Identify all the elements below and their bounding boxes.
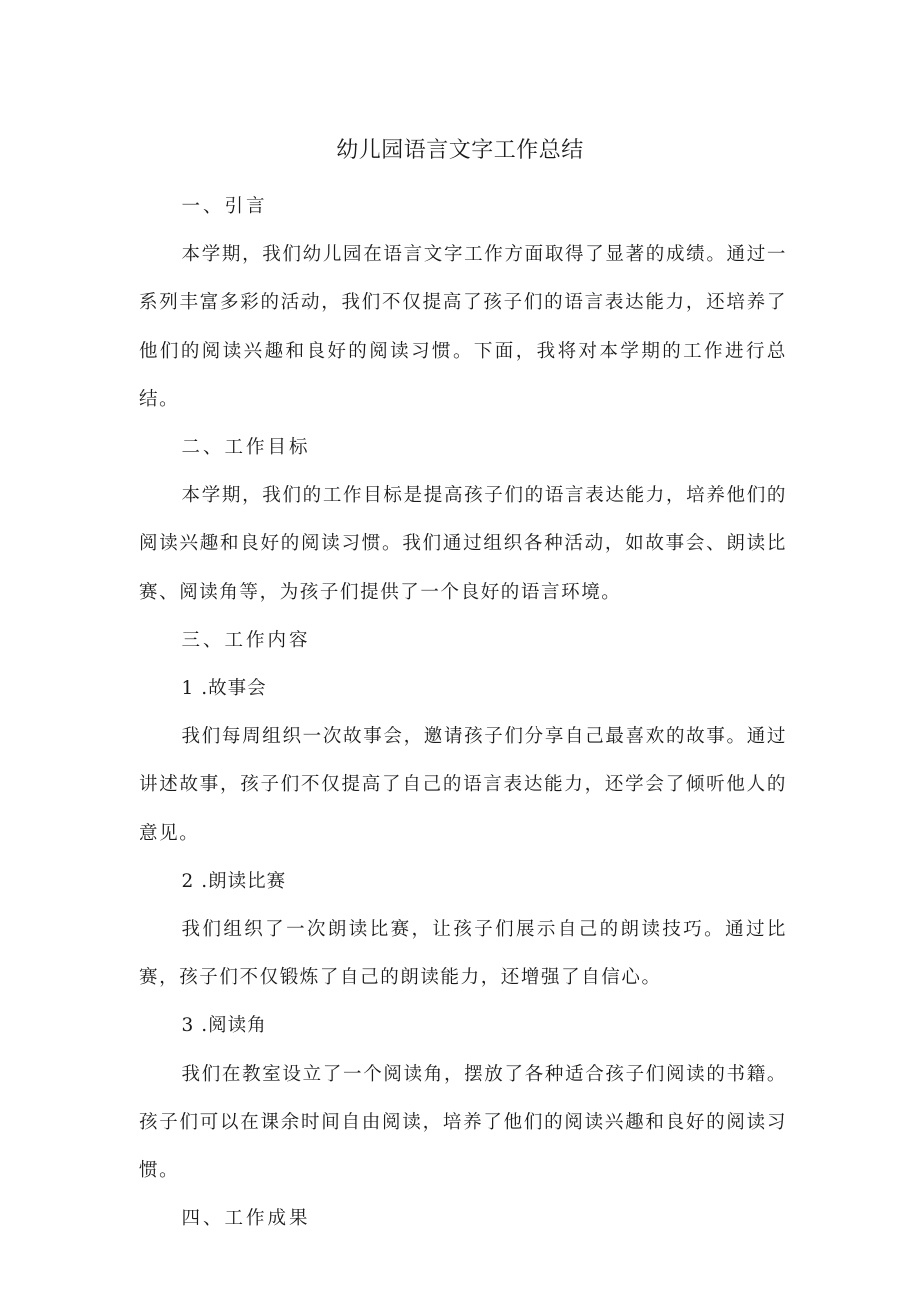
paragraph-goals: 本学期，我们的工作目标是提高孩子们的语言表达能力，培养他们的阅读兴趣和良好的阅读习惯。我们通过组织各种活动，如故事会、朗读比赛、阅读角等，为孩子们提供了一个良好的语言环境。 [139, 485, 787, 603]
paragraph-story-time: 我们每周组织一次故事会，邀请孩子们分享自己最喜欢的故事。通过讲述故事，孩子们不仅提高了自己的语言表达能力，还学会了倾听他人的意见。 [139, 726, 787, 844]
document-body [139, 183, 787, 1243]
section-heading-content: 三、工作内容 [181, 629, 311, 651]
section-heading-results: 四、工作成果 [181, 1208, 311, 1230]
section-heading-introduction: 一、引言 [181, 196, 268, 217]
paragraph-reading-corner: 我们在教室设立了一个阅读角，摆放了各种适合孩子们阅读的书籍。孩子们可以在课余时间自由阅读，培养了他们的阅读兴趣和良好的阅读习惯。 [139, 1063, 787, 1182]
paragraph-introduction: 本学期，我们幼儿园在语言文字工作方面取得了显著的成绩。通过一系列丰富多彩的活动，我们不仅提高了孩子们的语言表达能力，还培养了他们的阅读兴趣和良好的阅读习惯。下面，我将对本学期的工作进行总结。 [139, 244, 787, 410]
subheading-reading-corner: 3 .阅读角 [181, 1015, 267, 1037]
paragraph-reading-contest: 我们组织了一次朗读比赛，让孩子们展示自己的朗读技巧。通过比赛，孩子们不仅锻炼了自己的朗读能力，还增强了自信心。 [139, 919, 787, 989]
document-title: 幼儿园语言文字工作总结 [336, 138, 584, 163]
subheading-story-time: 1 .故事会 [181, 678, 267, 700]
section-heading-goals: 二、工作目标 [181, 437, 311, 459]
subheading-reading-contest: 2 .朗读比赛 [181, 870, 287, 892]
